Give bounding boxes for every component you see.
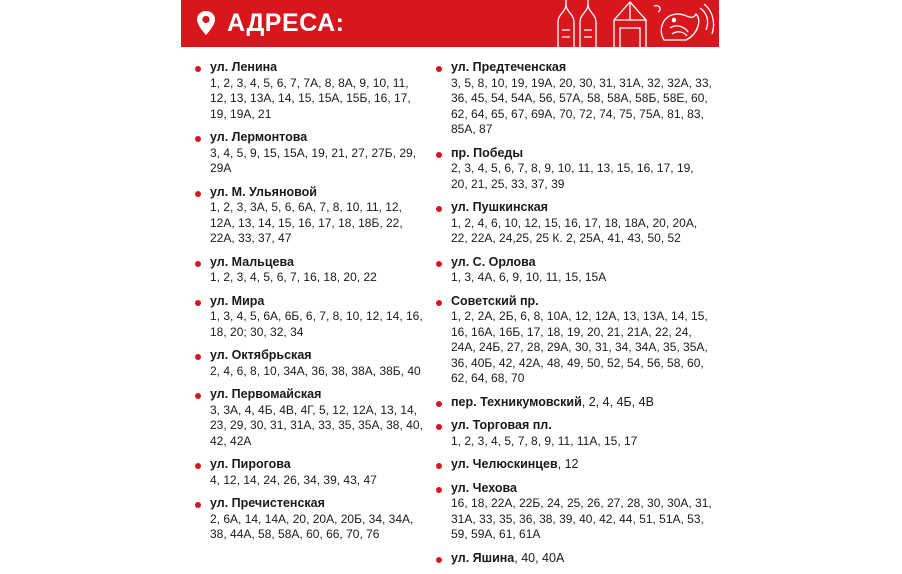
address-entry bbox=[192, 255, 428, 286]
street-name: ул. Яшина bbox=[451, 550, 515, 565]
bullet-icon bbox=[436, 557, 442, 563]
house-numbers: , 40, 40А bbox=[514, 550, 565, 565]
address-entry bbox=[192, 496, 428, 543]
addresses-left-column bbox=[192, 60, 428, 551]
street-name: пер. Техникумовский bbox=[451, 394, 582, 409]
bullet-icon bbox=[195, 354, 201, 360]
bullet-icon bbox=[436, 300, 442, 306]
house-numbers: 3, 4, 5, 9, 15, 15А, 19, 21, 27, 27Б, 29, 29А bbox=[210, 145, 417, 175]
bullet-icon bbox=[436, 463, 442, 469]
bullet-icon bbox=[195, 136, 201, 142]
house-numbers: 1, 2, 2А, 2Б, 6, 8, 10А, 12, 12А, 13, 13А, 14, 15, 16, 16А, 16Б, 17, 18, 19, 20, 21, 21А, 22, 24, 24А, 24Б, 27, 28, 29А, 30, 31, 34, 34А, 35, 35А, 36, 40Б, 42, 42А, 48, 49, 50, 52, 54, 56, 58, 60, 62, 64, 68, 70 bbox=[451, 309, 708, 385]
house-numbers: 3, 3А, 4, 4Б, 4В, 4Г, 5, 12, 12А, 13, 14, 23, 29, 30, 31, 31А, 33, 35, 35А, 38, 40, 42, 42А bbox=[210, 402, 423, 448]
street-name: ул. Пречистенская bbox=[210, 496, 325, 510]
house-numbers: 16, 18, 22А, 22Б, 24, 25, 26, 27, 28, 30, 30А, 31, 31А, 33, 35, 36, 38, 39, 40, 42, 44, 51, 51А, 53, 59, 59А, 61, 61А bbox=[451, 496, 712, 541]
street-name: ул. Пушкинская bbox=[451, 200, 548, 214]
street-name: ул. Мира bbox=[210, 293, 265, 308]
address-entry bbox=[433, 418, 713, 449]
house-numbers: 2, 4, 6, 8, 10, 34А, 36, 38, 38А, 38Б, 40 bbox=[210, 363, 421, 378]
address-entry bbox=[192, 130, 428, 177]
street-name: ул. Лермонтова bbox=[210, 130, 308, 144]
house-numbers: 3, 5, 8, 10, 19, 19А, 20, 30, 31, 31А, 32, 32А, 33, 36, 45, 54, 54А, 56, 57А, 58, 58А, 58Б, 58Е, 60, 62, 64, 65, 67, 69А, 70, 72, 74, 75, 75А, 81, 83, 85А, 87 bbox=[451, 75, 712, 136]
address-entry bbox=[433, 481, 713, 543]
address-entry bbox=[433, 60, 713, 138]
bullet-icon bbox=[436, 424, 442, 430]
house-numbers: 1, 2, 4, 6, 10, 12, 15, 16, 17, 18, 18А, 20, 20А, 22, 22А, 24,25, 25 К. 2, 25А, 41, 43, 50, 52 bbox=[451, 215, 698, 245]
bullet-icon bbox=[195, 261, 201, 267]
street-name-inline bbox=[451, 457, 713, 473]
bullet-icon bbox=[195, 66, 201, 72]
street-name-inline bbox=[451, 551, 713, 567]
bullet-icon bbox=[436, 152, 442, 158]
house-numbers: 2, 3, 4, 5, 6, 7, 8, 9, 10, 11, 13, 15, 16, 17, 19, 20, 21, 25, 33, 37, 39 bbox=[451, 161, 694, 191]
street-name: ул. М. Ульяновой bbox=[210, 184, 317, 199]
street-name: ул. Чехова bbox=[451, 480, 517, 495]
street-name: ул. Ленина bbox=[210, 60, 278, 74]
location-pin-icon bbox=[194, 10, 218, 36]
address-entry bbox=[433, 551, 713, 567]
bullet-icon bbox=[436, 66, 442, 72]
address-entry bbox=[192, 185, 428, 247]
house-numbers: 4, 12, 14, 24, 26, 34, 39, 43, 47 bbox=[210, 472, 377, 487]
house-numbers: 1, 2, 3, 4, 5, 7, 8, 9, 11, 11А, 15, 17 bbox=[451, 433, 638, 448]
street-name: пр. Победы bbox=[451, 145, 524, 160]
bullet-icon bbox=[436, 487, 442, 493]
house-numbers: 1, 3, 4А, 6, 9, 10, 11, 15, 15А bbox=[451, 270, 607, 284]
house-numbers: , 2, 4, 4Б, 4В bbox=[581, 394, 654, 409]
house-numbers: , 12 bbox=[557, 457, 579, 471]
bullet-icon bbox=[195, 393, 201, 399]
bullet-icon bbox=[436, 261, 442, 267]
street-name: ул. Торговая пл. bbox=[451, 418, 552, 432]
bullet-icon bbox=[195, 463, 201, 469]
street-name: ул. С. Орлова bbox=[451, 254, 536, 269]
address-entry bbox=[192, 60, 428, 122]
page-title: АДРЕСА: bbox=[227, 9, 345, 37]
bullet-icon bbox=[436, 206, 442, 212]
street-name: ул. Пирогова bbox=[210, 457, 291, 471]
street-name: Советский пр. bbox=[451, 293, 539, 308]
address-entry bbox=[433, 457, 713, 473]
address-entry bbox=[192, 387, 428, 449]
bullet-icon bbox=[436, 401, 442, 407]
street-name: ул. Предтеченская bbox=[451, 60, 567, 74]
house-numbers: 2, 6А, 14, 14А, 20, 20А, 20Б, 34, 34А, 38, 44А, 58, 58А, 60, 66, 70, 76 bbox=[210, 511, 414, 541]
house-numbers: 1, 3, 4, 5, 6А, 6Б, 6, 7, 8, 10, 12, 14, 16, 18, 20; 30, 32, 34 bbox=[210, 309, 423, 339]
street-name: ул. Мальцева bbox=[210, 254, 294, 269]
bullet-icon bbox=[195, 300, 201, 306]
bullet-icon bbox=[195, 502, 201, 508]
bullet-icon bbox=[195, 191, 201, 197]
house-numbers: 1, 2, 3, 3А, 5, 6, 6А, 7, 8, 10, 11, 12, 12А, 13, 14, 15, 16, 17, 18, 18Б, 22, 22А, 33, 37, 47 bbox=[210, 200, 403, 245]
address-entry bbox=[433, 146, 713, 193]
street-name-inline bbox=[451, 395, 713, 411]
addresses-right-column bbox=[433, 60, 713, 574]
house-numbers: 1, 2, 3, 4, 5, 6, 7, 16, 18, 20, 22 bbox=[210, 270, 377, 284]
street-name: ул. Октябрьская bbox=[210, 348, 312, 362]
address-entry bbox=[433, 294, 713, 387]
address-entry bbox=[192, 457, 428, 488]
street-name: ул. Челюскинцев bbox=[451, 457, 558, 471]
folk-ornament-icon bbox=[546, 0, 719, 47]
address-entry bbox=[433, 200, 713, 247]
house-numbers: 1, 2, 3, 4, 5, 6, 7, 7А, 8, 8А, 9, 10, 11, 12, 13, 13А, 14, 15, 15А, 15Б, 16, 17, 19, 19А, 21 bbox=[210, 75, 411, 121]
address-entry bbox=[192, 348, 428, 379]
street-name: ул. Первомайская bbox=[210, 387, 322, 401]
address-entry bbox=[433, 395, 713, 411]
address-entry bbox=[192, 294, 428, 341]
address-entry bbox=[433, 255, 713, 286]
